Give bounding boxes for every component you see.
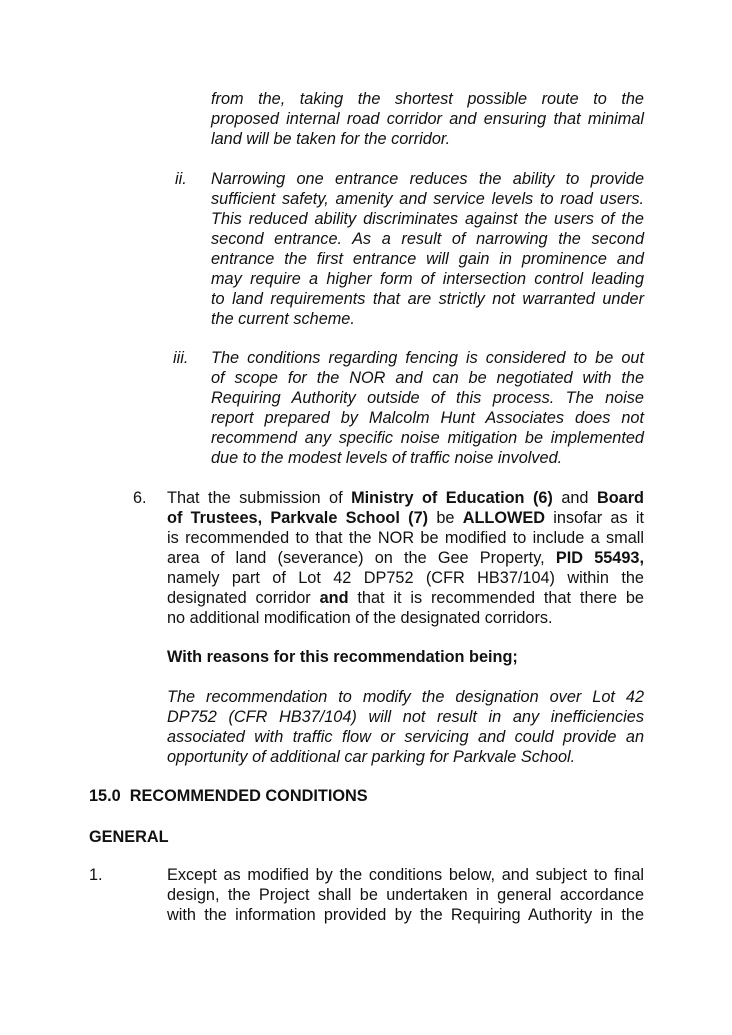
- text-line: to land requirements that are strictly not warranted under: [211, 290, 644, 308]
- text-line: from the, taking the shortest possible route to the: [211, 90, 644, 108]
- text-line: second entrance. As a result of narrowing the second: [211, 230, 644, 248]
- text-line: with the information provided by the Requiring Authority in the: [167, 906, 644, 924]
- list-item-iii: [211, 348, 644, 468]
- text-line: Narrowing one entrance reduces the ability to provide: [211, 170, 644, 188]
- text-line: The conditions regarding fencing is considered to be out: [211, 349, 644, 367]
- text-line: is recommended to that the NOR be modified to include a small: [167, 529, 644, 547]
- text-line: Except as modified by the conditions below, and subject to final: [167, 866, 644, 884]
- text-line: area of land (severance) on the Gee Property, PID 55493,: [167, 549, 644, 567]
- text-line: proposed internal road corridor and ensuring that minimal: [211, 110, 644, 128]
- list-marker-iii: iii.: [173, 349, 189, 367]
- text-line: The recommendation to modify the designation over Lot 42: [167, 688, 644, 706]
- section-heading: 15.0 RECOMMENDED CONDITIONS: [89, 787, 368, 805]
- text-line: Requiring Authority outside of this process. The noise: [211, 389, 644, 407]
- text-line: no additional modification of the designated corridors.: [167, 609, 553, 627]
- text-line: designated corridor and that it is recommended that there be: [167, 589, 644, 607]
- list-marker-ii: ii.: [175, 170, 187, 188]
- list-marker-6: 6.: [133, 489, 147, 507]
- list-item-6: [167, 488, 644, 628]
- text-line: land will be taken for the corridor.: [211, 130, 451, 148]
- text-line: design, the Project shall be undertaken in general accordance: [167, 886, 644, 904]
- condition-number: 1.: [89, 866, 103, 884]
- text-line: This reduced ability discriminates against the users of the: [211, 210, 644, 228]
- text-line: opportunity of additional car parking for Parkvale School.: [167, 748, 576, 766]
- text-line: of scope for the NOR and can be negotiated with the: [211, 369, 644, 387]
- text-line: associated with traffic flow or servicing and could provide an: [167, 728, 644, 746]
- list-item-ii: [211, 169, 644, 329]
- reasons-heading: With reasons for this recommendation being;: [167, 648, 518, 666]
- condition-1: [167, 865, 644, 925]
- text-line: due to the modest levels of traffic noise involved.: [211, 449, 563, 467]
- text-line: sufficient safety, amenity and service levels to road users.: [211, 190, 644, 208]
- text-line: recommend any specific noise mitigation be implemented: [211, 429, 644, 447]
- text-line: may require a higher form of intersection control leading: [211, 270, 644, 288]
- text-line: of Trustees, Parkvale School (7) be ALLOWED insofar as it: [167, 509, 644, 527]
- text-line: DP752 (CFR HB37/104) will not result in any inefficiencies: [167, 708, 644, 726]
- text-line: report prepared by Malcolm Hunt Associates does not: [211, 409, 644, 427]
- continuation-paragraph: [211, 89, 644, 149]
- text-line: the current scheme.: [211, 310, 355, 328]
- text-line: That the submission of Ministry of Education (6) and Board: [167, 489, 644, 507]
- subheading: GENERAL: [89, 828, 169, 846]
- text-line: namely part of Lot 42 DP752 (CFR HB37/104) within the: [167, 569, 644, 587]
- reasons-paragraph: [167, 687, 644, 767]
- text-line: entrance the first entrance will gain in prominence and: [211, 250, 644, 268]
